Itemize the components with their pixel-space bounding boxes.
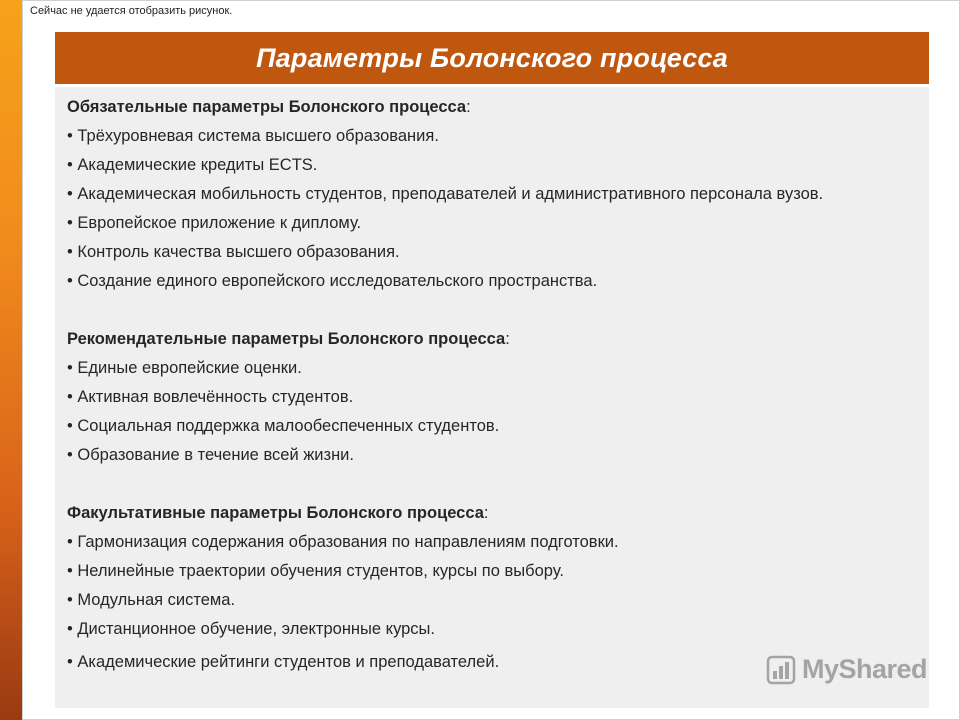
left-accent-band [0, 0, 22, 720]
list-item: • Гармонизация содержания образования по направлениям подготовки. [67, 528, 929, 557]
broken-image-notice: Сейчас не удается отобразить рисунок. [30, 5, 233, 17]
list-item: • Академические кредиты ECTS. [67, 151, 929, 180]
watermark-text: MyShared [802, 654, 928, 684]
section-recommended [67, 325, 929, 470]
slide-title: Параметры Болонского процесса [256, 42, 728, 73]
section-heading: Факультативные параметры Болонского процесса: [67, 504, 489, 522]
list-item: • Контроль качества высшего образования. [67, 238, 929, 267]
list-item: • Дистанционное обучение, электронные курсы. [67, 615, 929, 644]
list-item: • Европейское приложение к диплому. [67, 209, 929, 238]
list-item: • Трёхуровневая система высшего образования. [67, 122, 929, 151]
section-mandatory [67, 93, 929, 296]
list-item: • Активная вовлечённость студентов. [67, 383, 929, 412]
list-item: • Академические рейтинги студентов и преподавателей. [67, 648, 929, 677]
list-item: • Создание единого европейского исследовательского пространства. [67, 267, 929, 296]
list-item: • Образование в течение всей жизни. [67, 441, 929, 470]
list-item: • Академическая мобильность студентов, преподавателей и административного персонала вузов. [67, 180, 929, 209]
list-item: • Социальная поддержка малообеспеченных студентов. [67, 412, 929, 441]
section-heading: Обязательные параметры Болонского процесса: [67, 98, 471, 116]
myshared-watermark [766, 654, 927, 685]
section-heading: Рекомендательные параметры Болонского процесса: [67, 330, 510, 348]
content-panel [55, 87, 929, 708]
title-bar [55, 32, 929, 87]
list-item: • Единые европейские оценки. [67, 354, 929, 383]
list-item: • Нелинейные траектории обучения студентов, курсы по выбору. [67, 557, 929, 586]
myshared-logo-icon [766, 655, 796, 685]
list-item: • Модульная система. [67, 586, 929, 615]
section-optional [67, 499, 929, 677]
